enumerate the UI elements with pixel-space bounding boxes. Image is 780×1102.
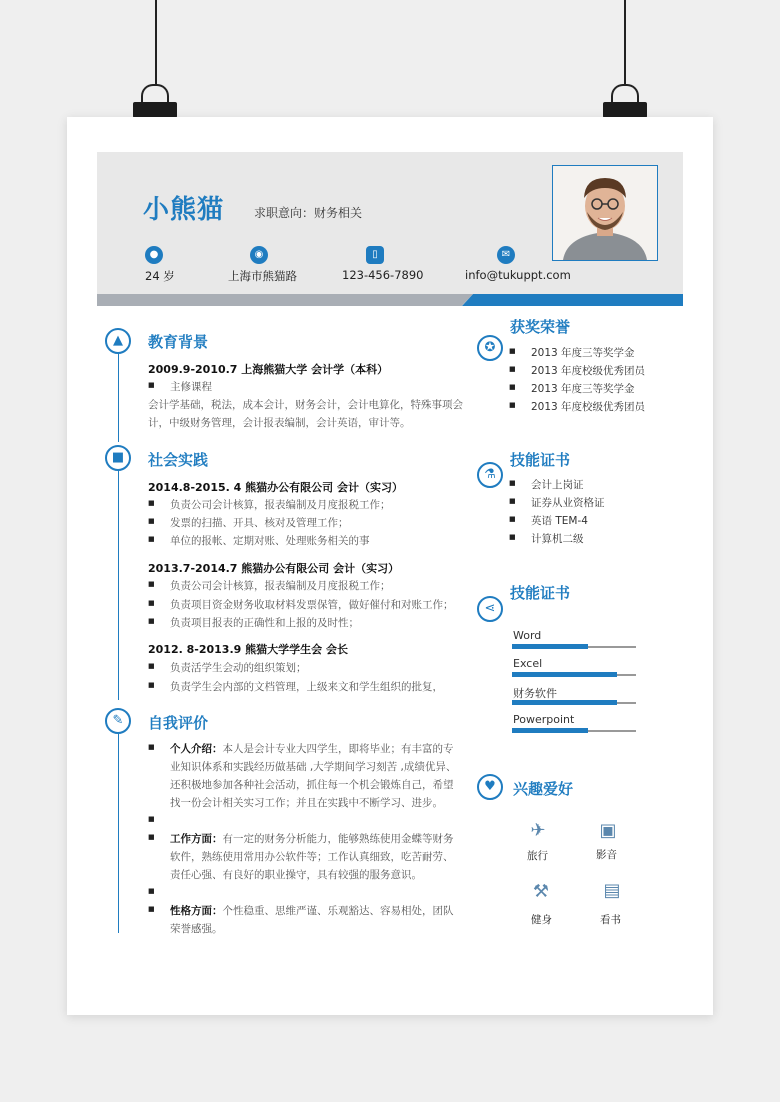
award-item: ■ 2013 年度三等奖学金 <box>531 381 635 396</box>
book-icon: ▤ <box>603 880 621 901</box>
briefcase-icon: ■ <box>105 445 131 471</box>
timeline-line <box>118 470 119 700</box>
self-eval-title: 自我评价 <box>148 714 209 732</box>
portrait-image <box>553 166 657 260</box>
list-item <box>170 903 454 918</box>
hobby-label: 健身 <box>531 914 552 926</box>
film-icon: ▣ <box>599 820 617 841</box>
cert-item: ■ 证券从业资格证 <box>531 495 605 510</box>
airplane-icon: ✈ <box>530 820 546 841</box>
skill-bar-fill <box>512 672 617 677</box>
phone-text: 123-456-7890 <box>342 268 424 282</box>
address-text: 上海市熊猫路 <box>228 269 297 283</box>
share-icon: ⋖ <box>477 596 503 622</box>
item-text: 个性稳重、思维严谨、乐观豁达、容易相处，团队 <box>222 905 454 917</box>
list-item: ■ 负责项目报表的正确性和上报的及时性； <box>170 615 359 630</box>
skill-name: Powerpoint <box>513 713 575 726</box>
flask-icon: ⚗ <box>477 462 503 488</box>
skills-title: 技能证书 <box>510 584 571 602</box>
phone-icon: ▯ <box>366 246 384 264</box>
skill-bar <box>512 702 636 704</box>
item-text: 业知识体系和实践经历做基础 ,大学期间学习刻苦 ,成绩优异、 <box>170 761 457 773</box>
course-line: 计，中级财务管理，会计报表编制，会计英语，审计等。 <box>148 417 411 429</box>
dumbbell-icon: ⚒ <box>532 881 550 902</box>
list-item: ■ 单位的报帐、定期对账、处理账务相关的事 <box>170 533 370 548</box>
hobby-label: 影音 <box>596 849 617 861</box>
heart-icon: ♥ <box>477 774 503 800</box>
skill-bar <box>512 646 636 648</box>
cert-item: ■ 英语 TEM-4 <box>531 513 588 528</box>
education-entry: 2009.9-2010.7 上海熊猫大学 会计学（本科） <box>148 363 389 376</box>
candidate-name: 小熊猫 <box>143 195 225 225</box>
item-text: 找一份会计相关实习工作；并且在实践中不断学习、进步。 <box>170 797 443 809</box>
skill-name: Word <box>513 629 542 642</box>
job-entry: 2013.7-2014.7 熊猫办公有限公司 会计（实习） <box>148 562 400 575</box>
cert-item: ■ 计算机二级 <box>531 531 584 546</box>
header-divider-gray <box>97 294 473 306</box>
award-item: ■ 2013 年度校级优秀团员 <box>531 363 645 378</box>
edit-icon: ✎ <box>105 708 131 734</box>
binder-clip-left <box>133 84 177 120</box>
hobby-label: 旅行 <box>527 850 548 862</box>
timeline-line <box>118 733 119 933</box>
binder-clip-right <box>603 84 647 120</box>
award-item: ■ 2013 年度三等奖学金 <box>531 345 635 360</box>
course-line: 会计学基础，税法，成本会计，财务会计，会计电算化，特殊事项会 <box>148 399 463 411</box>
graduation-cap-icon: ▲ <box>105 328 131 354</box>
certs-title: 技能证书 <box>510 451 571 469</box>
job-entry: 2014.8-2015. 4 熊猫办公有限公司 会计（实习） <box>148 481 403 494</box>
list-item: ■ 负责公司会计核算，报表编制及月度报税工作； <box>170 497 391 512</box>
list-item: ■ 负责活学生会动的组织策划； <box>170 660 307 675</box>
skill-bar-fill <box>512 644 588 649</box>
item-text: 责任心强、有良好的职业操守，具有较强的服务意识。 <box>170 869 422 881</box>
skill-name: 财务软件 <box>513 687 557 700</box>
skill-bar-fill <box>512 728 588 733</box>
hobby-label: 看书 <box>600 914 621 926</box>
item-text: 荣誉感强。 <box>170 923 223 935</box>
item-lead: 个人介绍： <box>170 743 223 755</box>
list-item: ■ 负责学生会内部的文档管理，上级来文和学生组织的批复， <box>170 679 443 694</box>
job-entry: 2012. 8-2013.9 熊猫大学学生会 会长 <box>148 643 348 656</box>
location-icon: ◉ <box>250 246 268 264</box>
list-item: ■ 发票的扫描、开具、核对及管理工作； <box>170 515 349 530</box>
education-title: 教育背景 <box>148 333 209 351</box>
skill-bar <box>512 730 636 732</box>
item-text: 还积极地参加各种社会活动，抓住每一个机会锻炼自己，希望 <box>170 779 454 791</box>
item-text: 有一定的财务分析能力，能够熟练使用金蝶等财务 <box>222 833 454 845</box>
hanging-wire-right <box>624 0 626 84</box>
timeline-line <box>118 352 119 442</box>
item-lead: 性格方面： <box>170 905 223 917</box>
profile-photo <box>552 165 658 261</box>
list-item: ■ 负责公司会计核算，报表编制及月度报税工作； <box>170 578 391 593</box>
email-icon: ✉ <box>497 246 515 264</box>
email-text: info@tukuppt.com <box>465 268 571 282</box>
job-intent: 求职意向：财务相关 <box>254 206 363 220</box>
cert-item: ■ 会计上岗证 <box>531 477 584 492</box>
list-item <box>170 741 454 756</box>
header-divider-blue <box>462 294 683 306</box>
item-lead: 工作方面： <box>170 833 223 845</box>
list-item: ■ 主修课程 <box>170 379 212 394</box>
item-text: 软件，熟练使用常用办公软件等；工作认真细致，吃苦耐劳、 <box>170 851 454 863</box>
hanging-wire-left <box>155 0 157 84</box>
list-item: ■ 负责项目资金财务收取材料发票保管，做好催付和对账工作； <box>170 597 454 612</box>
award-item: ■ 2013 年度校级优秀团员 <box>531 399 645 414</box>
medal-icon: ✪ <box>477 335 503 361</box>
age-text: 24 岁 <box>145 269 175 283</box>
item-text: 本人是会计专业大四学生，即将毕业；有丰富的专 <box>222 743 454 755</box>
skill-name: Excel <box>513 657 543 670</box>
awards-title: 获奖荣誉 <box>510 318 571 336</box>
hobbies-title: 兴趣爱好 <box>513 780 574 798</box>
list-item <box>170 831 454 846</box>
practice-title: 社会实践 <box>148 451 209 469</box>
skill-bar-fill <box>512 700 617 705</box>
skill-bar <box>512 674 636 676</box>
person-icon: ● <box>145 246 163 264</box>
